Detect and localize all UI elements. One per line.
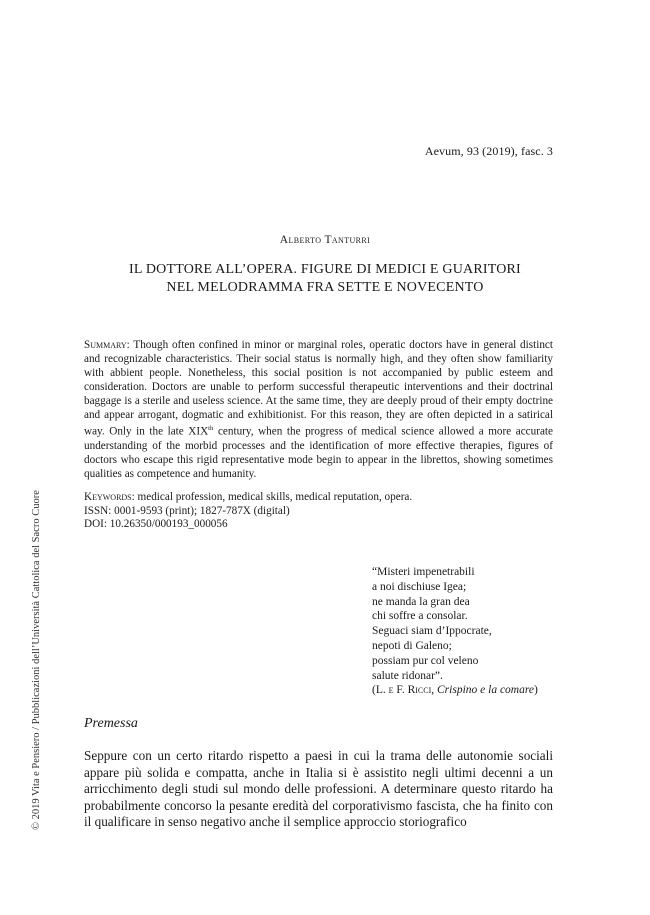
title-line-1: IL DOTTORE ALL’OPERA. FIGURE DI MEDICI E GUARITORI: [129, 262, 521, 277]
title-line-2: NEL MELODRAMMA FRA SETTE E NOVECENTO: [166, 280, 484, 295]
summary-label: Summary:: [84, 339, 130, 351]
epigraph-source-authors: (L. e F. Ricci,: [372, 684, 435, 697]
keywords-line: [84, 491, 554, 505]
epigraph-line: nepoti di Galeno;: [372, 639, 452, 652]
keywords-text: medical profession, medical skills, medical reputation, opera.: [134, 491, 413, 503]
section-heading: Premessa: [84, 716, 138, 731]
journal-reference: Aevum, 93 (2019), fasc. 3: [424, 144, 553, 158]
issn-line: ISSN: 0001-9593 (print); 1827-787X (digital): [84, 504, 290, 517]
article-title: [0, 261, 650, 297]
author-name: Alberto Tanturri: [279, 234, 371, 246]
epigraph-source-work: Crispino e la comare: [437, 684, 535, 697]
keywords-label: Keywords:: [84, 491, 135, 503]
summary-text-part-1: Though often confined in minor or marginal roles, operatic doctors have in general distinct and recognizable characteristics. Their social status is normally high, and they often show familiarity with abbient people. Nonetheless, this social position is not accompanied by public esteem and consideration. Doctors are unable to perform successful therapeutic interventions and their doctrinal baggage is a sterile and useless science. At the same time, they are deeply proud of their empty doctrine and appear arrogant, dogmatic and exhibitionist. For this reason, they are often depicted in a satirical way. Only in the late XIX: [84, 339, 553, 438]
epigraph-source-close: ): [534, 684, 538, 697]
doi-line: DOI: 10.26350/000193_000056: [84, 518, 228, 530]
epigraph-line: a noi dischiuse Igea;: [372, 580, 467, 593]
epigraph-line: “Misteri impenetrabili: [372, 566, 475, 578]
summary-superscript: th: [208, 425, 214, 432]
epigraph-source: [372, 683, 538, 698]
epigraph-line: ne manda la gran dea: [372, 595, 470, 608]
article-metadata: [84, 491, 554, 532]
epigraph-line: chi soffre a consolar.: [372, 610, 468, 623]
body-paragraph: Seppure con un certo ritardo rispetto a paesi in cui la trama delle autonomie sociali appare più solida e compatta, anche in Italia si è assistito negli ultimi decenni a un arricchimento degli studi sul mondo delle professioni. A determinare questo ritardo ha probabilmente concorso la pesante eredità del corporativismo fascista, che ha finito con il qualificare in senso negativo anche il semplice approccio storiografico: [84, 748, 553, 829]
summary-text-part-2: century, when the progress of medical science allowed a more accurate understanding of the morbid processes and the identification of more effective therapies, figures of doctors who escape this rigid representative mode begin to appear in the librettos, showing sometimes qualities as competence and humanity.: [84, 425, 553, 480]
epigraph-line: possiam pur col veleno: [372, 654, 479, 667]
summary-abstract: [84, 338, 553, 481]
epigraph-line: salute ridonar”.: [372, 669, 443, 682]
epigraph: [372, 565, 538, 698]
epigraph-line: Seguaci siam d’Ippocrate,: [372, 625, 492, 638]
copyright-sidebar: © 2019 Vita e Pensiero / Pubblicazioni dell’Università Cattolica del Sacro Cuore: [31, 490, 42, 830]
